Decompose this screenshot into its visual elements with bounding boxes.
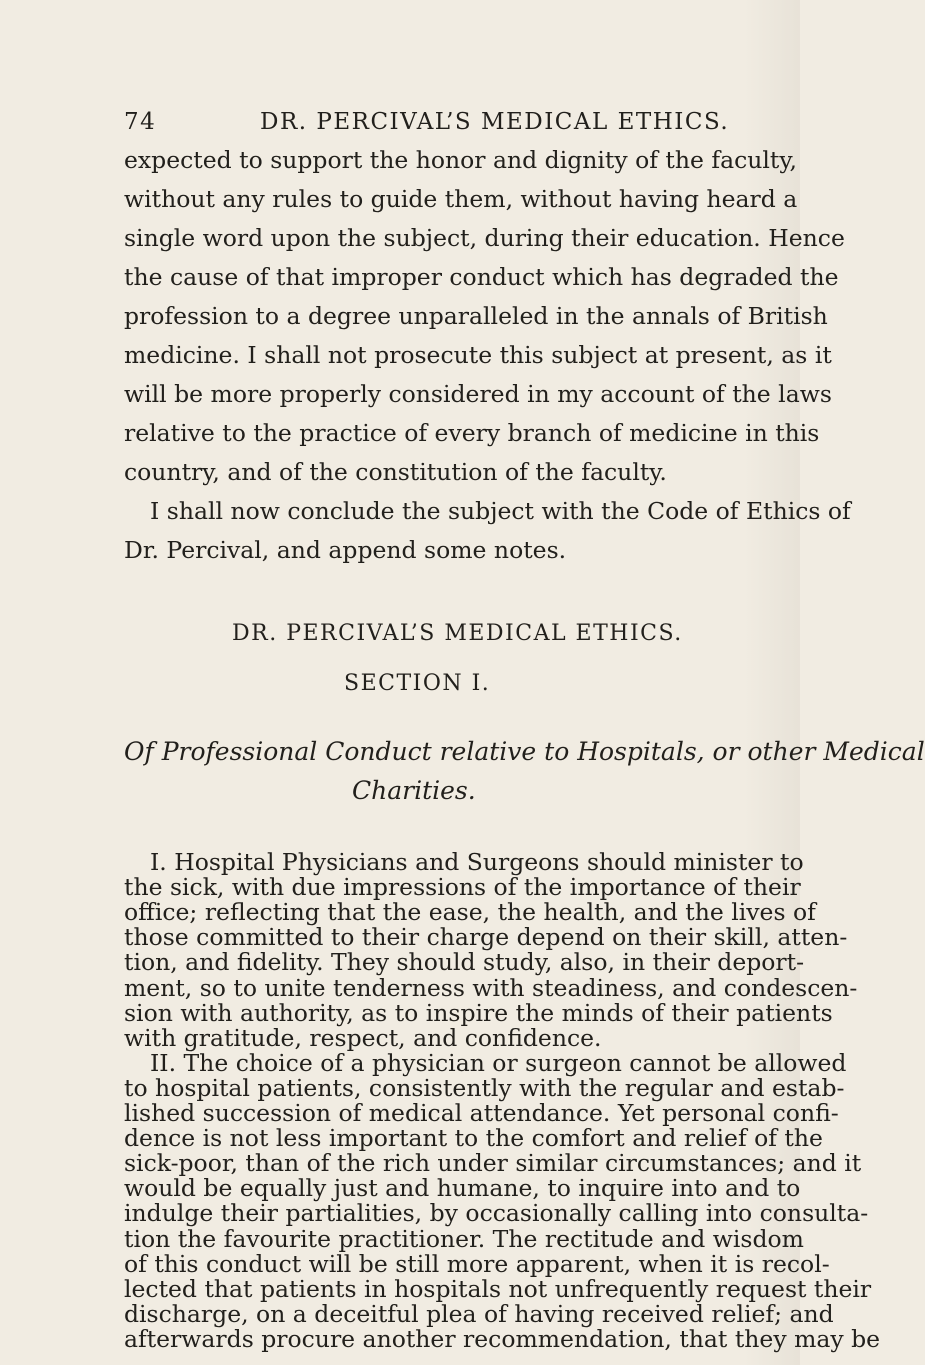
section-label: SECTION I. xyxy=(344,671,491,696)
text-line: relative to the practice of every branch of medicine in this xyxy=(124,419,820,447)
page-number: 74 xyxy=(124,109,157,135)
text-line: ment, so to unite tenderness with steadiness, and condescen- xyxy=(124,974,858,1002)
text-line: those committed to their charge depend on their skill, atten- xyxy=(124,923,848,951)
text-line: single word upon the subject, during their education. Hence xyxy=(124,224,845,252)
text-line: with gratitude, respect, and confidence. xyxy=(124,1024,602,1052)
text-line: I shall now conclude the subject with the Code of Ethics of xyxy=(150,497,851,525)
text-line: to hospital patients, consistently with the regular and estab- xyxy=(124,1074,845,1102)
text-line: I. Hospital Physicians and Surgeons should minister to xyxy=(150,848,804,876)
text-line: sion with authority, as to inspire the minds of their patients xyxy=(124,999,833,1027)
running-head xyxy=(124,104,734,140)
text-line: indulge their partialities, by occasionally calling into consulta- xyxy=(124,1199,869,1227)
text-line: Dr. Percival, and append some notes. xyxy=(124,536,567,564)
text-line: discharge, on a deceitful plea of having received relief; and xyxy=(124,1300,834,1328)
text-line: dence is not less important to the comfort and relief of the xyxy=(124,1124,823,1152)
text-line: tion, and fidelity. They should study, also, in their deport- xyxy=(124,948,805,976)
text-line: the cause of that improper conduct which has degraded the xyxy=(124,263,839,291)
text-line: will be more properly considered in my account of the laws xyxy=(124,380,832,408)
text-line: lished succession of medical attendance. Yet personal confi- xyxy=(124,1099,839,1127)
section-subtitle: Charities. xyxy=(352,776,476,805)
text-line: office; reflecting that the ease, the health, and the lives of xyxy=(124,898,816,926)
text-line: country, and of the constitution of the faculty. xyxy=(124,458,667,486)
text-line: would be equally just and humane, to inquire into and to xyxy=(124,1174,801,1202)
text-line: of this conduct will be still more apparent, when it is recol- xyxy=(124,1250,830,1278)
text-line: without any rules to guide them, without having heard a xyxy=(124,185,798,213)
section-title: DR. PERCIVAL’S MEDICAL ETHICS. xyxy=(232,621,683,646)
text-line: sick-poor, than of the rich under similar circumstances; and it xyxy=(124,1149,862,1177)
running-title: DR. PERCIVAL’S MEDICAL ETHICS. xyxy=(260,109,730,135)
text-line: lected that patients in hospitals not unfrequently request their xyxy=(124,1275,872,1303)
text-line: profession to a degree unparalleled in the annals of British xyxy=(124,302,828,330)
text-line: tion the favourite practitioner. The rectitude and wisdom xyxy=(124,1225,804,1253)
text-line: expected to support the honor and dignity of the faculty, xyxy=(124,146,797,174)
text-line: afterwards procure another recommendation, that they may be xyxy=(124,1325,881,1353)
text-line: medicine. I shall not prosecute this subject at present, as it xyxy=(124,341,832,369)
text-line: the sick, with due impressions of the importance of their xyxy=(124,873,801,901)
text-line: II. The choice of a physician or surgeon cannot be allowed xyxy=(150,1049,847,1077)
section-subtitle: Of Professional Conduct relative to Hospitals, or other Medical xyxy=(124,737,925,766)
